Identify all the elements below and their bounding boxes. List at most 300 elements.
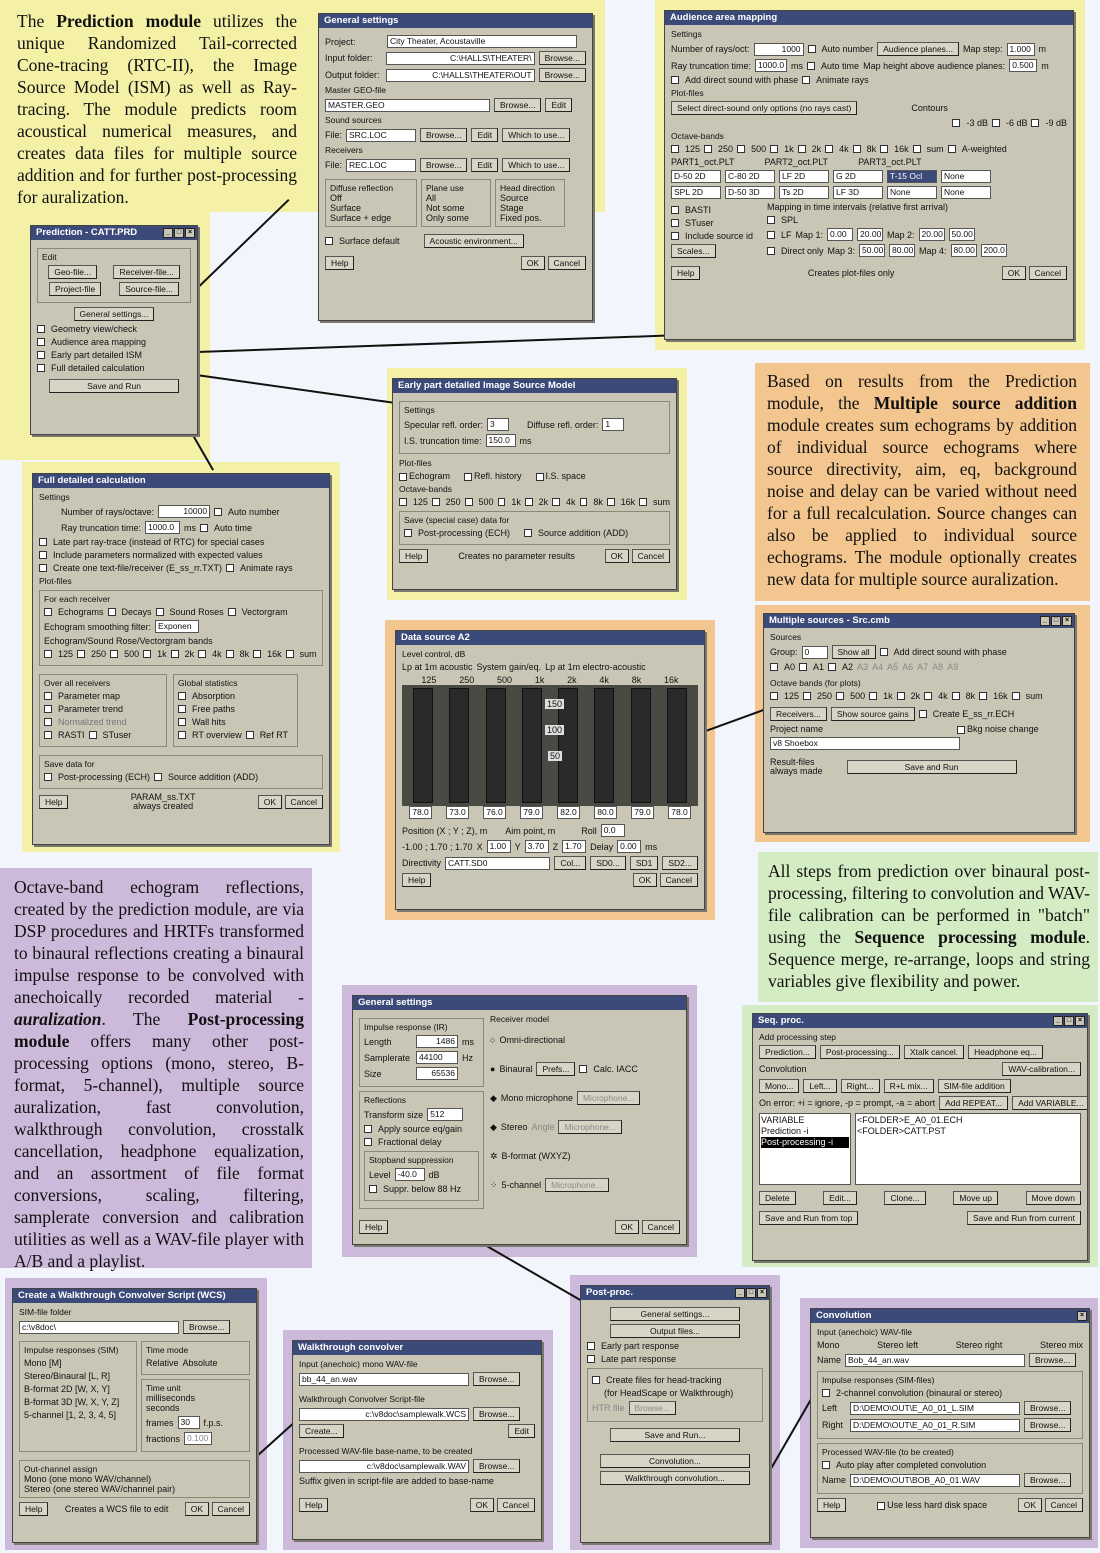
maximize-icon[interactable]: □ (1064, 1016, 1074, 1026)
checkbox[interactable] (37, 364, 45, 372)
lp-acoustic-radio[interactable]: Lp at 1m acoustic (402, 662, 473, 672)
minimize-icon[interactable]: _ (735, 1288, 745, 1298)
close-icon[interactable]: × (757, 1288, 767, 1298)
checkbox[interactable] (671, 145, 679, 153)
edit-button[interactable]: Edit (471, 128, 498, 142)
edit-button[interactable]: Edit (471, 158, 498, 172)
checkbox[interactable] (580, 498, 588, 506)
select[interactable]: T-15 Ocl (887, 170, 937, 183)
save-run-button[interactable]: Save and Run (847, 760, 1017, 774)
select[interactable]: D-50 2D (671, 170, 721, 183)
checkbox[interactable] (37, 325, 45, 333)
checkbox[interactable] (156, 608, 164, 616)
cancel-button[interactable]: Cancel (285, 795, 323, 809)
processed-field[interactable]: c:\v8doc\samplewalk.WAV (299, 1460, 469, 1473)
level-value[interactable]: 73.0 (446, 806, 469, 819)
save-run-button[interactable]: Save and Run (49, 379, 179, 393)
mono-button[interactable]: Mono... (759, 1079, 799, 1093)
checkbox[interactable] (992, 119, 1000, 127)
help-button[interactable]: Help (325, 256, 354, 270)
checkbox[interactable] (767, 216, 775, 224)
help-button[interactable]: Help (299, 1498, 328, 1512)
checkbox[interactable] (246, 731, 254, 739)
out-mono-radio[interactable]: Mono (one mono WAV/channel) (24, 1474, 152, 1484)
browse-button[interactable]: Browse... (1029, 1353, 1076, 1367)
headphone-eq-button[interactable]: Headphone eq... (968, 1045, 1043, 1059)
proc-field[interactable]: D:\DEMO\OUT\BOB_A0_01.WAV (850, 1474, 1020, 1487)
xtalk-button[interactable]: Xtalk cancel. (904, 1045, 964, 1059)
close-icon[interactable]: × (1077, 1311, 1087, 1321)
list-item[interactable]: VARIABLE (761, 1115, 805, 1125)
checkbox[interactable] (880, 648, 888, 656)
right-field[interactable]: D:\DEMO\OUT\E_A0_01_R.SIM (850, 1419, 1020, 1432)
checkbox[interactable] (552, 498, 560, 506)
smooth-select[interactable]: Exponen (155, 620, 199, 633)
close-icon[interactable]: × (185, 228, 195, 238)
mono-radio[interactable]: Mono (817, 1340, 840, 1350)
general-settings-button[interactable]: General settings... (74, 307, 155, 321)
spec-field[interactable]: 3 (487, 418, 509, 431)
edit-button[interactable]: Edit... (823, 1191, 857, 1205)
checkbox[interactable] (143, 650, 151, 658)
clone-button[interactable]: Clone... (884, 1191, 925, 1205)
browse-button[interactable]: Browse... (473, 1459, 520, 1473)
checkbox[interactable] (37, 338, 45, 346)
select[interactable]: None (887, 186, 937, 199)
browse-button[interactable]: Browse... (494, 98, 541, 112)
radio-fixed[interactable]: Fixed pos. (500, 213, 542, 223)
checkbox[interactable] (853, 145, 861, 153)
browse-button[interactable]: Browse... (473, 1372, 520, 1386)
select[interactable]: None (941, 170, 991, 183)
level-value[interactable]: 80.0 (594, 806, 617, 819)
checkbox[interactable] (877, 1502, 885, 1510)
checkbox[interactable] (607, 498, 615, 506)
checkbox[interactable] (369, 1185, 377, 1193)
output-folder-field[interactable]: C:\HALLS\THEATER\OUT (386, 69, 534, 82)
five-radio[interactable]: 5-channel [1, 2, 3, 4, 5] (24, 1410, 117, 1420)
mic-button[interactable]: Microphone... (545, 1178, 609, 1192)
cancel-button[interactable]: Cancel (1029, 266, 1067, 280)
level-value[interactable]: 79.0 (520, 806, 543, 819)
maximize-icon[interactable]: □ (174, 228, 184, 238)
map3-b[interactable]: 80.00 (889, 244, 915, 257)
cancel-button[interactable]: Cancel (660, 873, 698, 887)
select[interactable]: D-50 3D (725, 186, 775, 199)
checkbox[interactable] (154, 773, 162, 781)
checkbox[interactable] (399, 498, 407, 506)
post-processing-button[interactable]: Post-processing... (820, 1045, 900, 1059)
checkbox[interactable] (286, 650, 294, 658)
right-button[interactable]: Right... (841, 1079, 880, 1093)
create-button[interactable]: Create... (299, 1424, 344, 1438)
out-stereo-radio[interactable]: Stereo (one stereo WAV/channel pair) (24, 1484, 176, 1494)
ok-button[interactable]: OK (258, 795, 282, 809)
trunc-field[interactable]: 1000.0 (145, 521, 180, 534)
save-run-button[interactable]: Save and Run... (610, 1428, 740, 1442)
scales-button[interactable]: Scales... (671, 244, 716, 258)
prefs-button[interactable]: Prefs... (536, 1062, 575, 1076)
mic-button[interactable]: Microphone... (577, 1091, 641, 1105)
checkbox[interactable] (1031, 119, 1039, 127)
radio-off[interactable]: Off (330, 193, 342, 203)
checkbox[interactable] (1012, 692, 1020, 700)
level-value[interactable]: 76.0 (483, 806, 506, 819)
lp-electro-radio[interactable]: Lp at 1m electro-acoustic (545, 662, 646, 672)
close-icon[interactable]: × (1075, 1016, 1085, 1026)
checkbox[interactable] (524, 529, 532, 537)
input-folder-field[interactable]: C:\HALLS\THEATER\ (386, 52, 534, 65)
sim-addition-button[interactable]: SIM-file addition (938, 1079, 1011, 1093)
eq-slider[interactable] (522, 688, 542, 803)
map3-a[interactable]: 50.00 (859, 244, 885, 257)
omni-radio[interactable]: Omni-directional (499, 1035, 565, 1045)
roll-field[interactable]: 0.0 (601, 824, 625, 837)
stereo-right-radio[interactable]: Stereo right (955, 1340, 1003, 1350)
eq-slider[interactable] (667, 688, 687, 803)
relative-radio[interactable]: Relative (146, 1358, 179, 1368)
checkbox[interactable] (704, 145, 712, 153)
cancel-button[interactable]: Cancel (642, 1220, 680, 1234)
checkbox[interactable] (89, 731, 97, 739)
checkbox[interactable] (880, 145, 888, 153)
bformat2d-radio[interactable]: B-format 2D [W, X, Y] (24, 1384, 110, 1394)
move-down-button[interactable]: Move down (1026, 1191, 1081, 1205)
checkbox[interactable] (178, 692, 186, 700)
checkbox[interactable] (822, 1461, 830, 1469)
checkbox[interactable] (498, 498, 506, 506)
wav-calibration-button[interactable]: WAV-calibration... (1002, 1062, 1081, 1076)
eq-slider[interactable] (631, 688, 651, 803)
rl-mix-button[interactable]: R+L mix... (884, 1079, 934, 1093)
general-settings-button[interactable]: General settings... (610, 1307, 740, 1321)
ok-button[interactable]: OK (470, 1498, 494, 1512)
checkbox[interactable] (869, 692, 877, 700)
map2-a[interactable]: 20.00 (919, 228, 945, 241)
checkbox[interactable] (39, 564, 47, 572)
rec-field[interactable]: REC.LOC (346, 159, 416, 172)
radio-all[interactable]: All (426, 193, 437, 203)
bformat-radio[interactable]: B-format (WXYZ) (501, 1151, 571, 1161)
browse-button[interactable]: Browse... (1024, 1418, 1071, 1432)
checkbox[interactable] (432, 498, 440, 506)
diff-field[interactable]: 1 (602, 418, 624, 431)
map4-a[interactable]: 80.00 (951, 244, 977, 257)
select-direct-button[interactable]: Select direct-sound only options (no rays cast) (671, 101, 857, 115)
aim-x[interactable]: 1.00 (487, 840, 511, 853)
checkbox[interactable] (44, 692, 52, 700)
input-wav-field[interactable]: bb_44_an.wav (299, 1373, 469, 1386)
receiver-file-button[interactable]: Receiver-file... (113, 265, 179, 279)
delete-button[interactable]: Delete (759, 1191, 796, 1205)
eq-slider[interactable] (486, 688, 506, 803)
checkbox[interactable] (200, 524, 208, 532)
sd0-button[interactable]: SD0... (590, 856, 626, 870)
frames-radio[interactable]: frames (146, 1417, 174, 1428)
help-button[interactable]: Help (359, 1220, 388, 1234)
checkbox[interactable] (198, 650, 206, 658)
radio-not-some[interactable]: Not some (426, 203, 465, 213)
checkbox[interactable] (536, 473, 544, 481)
minimize-icon[interactable]: _ (1053, 1016, 1063, 1026)
checkbox[interactable] (924, 692, 932, 700)
dir-field[interactable]: CATT.SD0 (445, 857, 550, 870)
checkbox[interactable] (587, 1342, 595, 1350)
checkbox[interactable] (110, 650, 118, 658)
checkbox[interactable] (767, 247, 775, 255)
sd2-button[interactable]: SD2... (662, 856, 698, 870)
mic-button[interactable]: Microphone... (558, 1120, 622, 1134)
move-up-button[interactable]: Move up (953, 1191, 998, 1205)
script-field[interactable]: c:\v8doc\samplewalk.WCS (299, 1408, 469, 1421)
checkbox[interactable] (808, 45, 816, 53)
delay-field[interactable]: 0.00 (617, 840, 641, 853)
project-name-field[interactable]: v8 Shoebox (770, 737, 960, 750)
checkbox[interactable] (825, 145, 833, 153)
is-field[interactable]: 150.0 (486, 434, 516, 447)
checkbox[interactable] (803, 692, 811, 700)
checkbox[interactable] (587, 1355, 595, 1363)
checkbox[interactable] (44, 608, 52, 616)
checkbox[interactable] (952, 119, 960, 127)
eq-slider[interactable] (594, 688, 614, 803)
minimize-icon[interactable]: _ (1040, 616, 1050, 626)
rays-field[interactable]: 10000 (158, 505, 210, 518)
level-value[interactable]: 79.0 (631, 806, 654, 819)
checkbox[interactable] (579, 1065, 587, 1073)
checkbox[interactable] (228, 608, 236, 616)
checkbox[interactable] (897, 692, 905, 700)
checkbox[interactable] (957, 726, 965, 734)
aim-z[interactable]: 1.70 (562, 840, 586, 853)
checkbox[interactable] (737, 145, 745, 153)
select[interactable]: C-80 2D (725, 170, 775, 183)
checkbox[interactable] (952, 692, 960, 700)
radio-source[interactable]: Source (500, 193, 529, 203)
checkbox[interactable] (671, 232, 679, 240)
list-item[interactable]: Post-processing -i (761, 1137, 849, 1148)
radio-only-some[interactable]: Only some (426, 213, 470, 223)
maximize-icon[interactable]: □ (1051, 616, 1061, 626)
project-file-button[interactable]: Project-file (49, 282, 101, 296)
ok-button[interactable]: OK (1018, 1498, 1042, 1512)
minimize-icon[interactable]: _ (163, 228, 173, 238)
five-radio[interactable]: 5-channel (501, 1180, 542, 1190)
eq-slider[interactable] (449, 688, 469, 803)
mono-radio[interactable]: Mono [M] (24, 1358, 62, 1368)
add-repeat-button[interactable]: Add REPEAT... (939, 1096, 1008, 1110)
add-variable-button[interactable]: Add VARIABLE... (1012, 1096, 1088, 1110)
checkbox[interactable] (171, 650, 179, 658)
cancel-button[interactable]: Cancel (632, 549, 670, 563)
checkbox[interactable] (44, 650, 52, 658)
checkbox[interactable] (108, 608, 116, 616)
run-current-button[interactable]: Save and Run from current (967, 1211, 1081, 1225)
frames-field[interactable]: 30 (178, 1416, 200, 1429)
checkbox[interactable] (807, 62, 815, 70)
checkbox[interactable] (828, 663, 836, 671)
checkbox[interactable] (77, 650, 85, 658)
browse-button[interactable]: Browse... (539, 51, 586, 65)
mapstep-field[interactable]: 1.000 (1007, 43, 1035, 56)
acoustic-button[interactable]: Acoustic environment... (424, 234, 524, 248)
aim-y[interactable]: 3.70 (525, 840, 549, 853)
radio-surface-edge[interactable]: Surface + edge (330, 213, 392, 223)
which-button[interactable]: Which to use... (502, 128, 570, 142)
checkbox[interactable] (767, 231, 775, 239)
edit-button[interactable]: Edit (545, 98, 572, 112)
eq-slider[interactable] (413, 688, 433, 803)
checkbox[interactable] (44, 773, 52, 781)
help-button[interactable]: Help (671, 266, 700, 280)
browse-button[interactable]: Browse... (1024, 1473, 1071, 1487)
ok-button[interactable]: OK (605, 549, 629, 563)
checkbox[interactable] (798, 145, 806, 153)
maximize-icon[interactable]: □ (746, 1288, 756, 1298)
ok-button[interactable]: OK (521, 256, 545, 270)
rays-field[interactable]: 1000 (754, 43, 804, 56)
select[interactable]: None (941, 186, 991, 199)
ok-button[interactable]: OK (615, 1220, 639, 1234)
checkbox[interactable] (770, 145, 778, 153)
level-value[interactable]: 78.0 (668, 806, 691, 819)
sd1-button[interactable]: SD1 (630, 856, 659, 870)
checkbox[interactable] (671, 76, 679, 84)
step-list[interactable] (759, 1113, 851, 1185)
audience-planes-button[interactable]: Audience planes... (877, 42, 959, 56)
radio-stage[interactable]: Stage (500, 203, 524, 213)
checkbox[interactable] (799, 663, 807, 671)
cancel-button[interactable]: Cancel (497, 1498, 535, 1512)
browse-button[interactable]: Browse... (629, 1401, 676, 1415)
checkbox[interactable] (364, 1138, 372, 1146)
checkbox[interactable] (178, 731, 186, 739)
checkbox[interactable] (770, 663, 778, 671)
stereo-radio[interactable]: Stereo/Binaural [L, R] (24, 1371, 111, 1381)
checkbox[interactable] (671, 206, 679, 214)
lvl-field[interactable]: -40.0 (395, 1168, 425, 1181)
select[interactable]: Ts 2D (779, 186, 829, 199)
stereo-mix-radio[interactable]: Stereo mix (1039, 1340, 1083, 1350)
tr-select[interactable]: 512 (427, 1108, 463, 1121)
checkbox[interactable] (671, 219, 679, 227)
checkbox[interactable] (364, 1125, 372, 1133)
group-select[interactable]: 0 (802, 646, 828, 659)
stereo-radio[interactable]: Stereo (500, 1122, 528, 1132)
help-button[interactable]: Help (402, 873, 431, 887)
checkbox[interactable] (39, 551, 47, 559)
checkbox[interactable] (802, 76, 810, 84)
mono-radio[interactable]: Mono microphone (500, 1093, 573, 1103)
binaural-radio[interactable]: Binaural (499, 1064, 533, 1074)
list-item[interactable]: Prediction -i (761, 1126, 809, 1136)
prediction-button[interactable]: Prediction... (759, 1045, 816, 1059)
fractions-field[interactable]: 0.100 (184, 1432, 212, 1445)
cancel-button[interactable]: Cancel (548, 256, 586, 270)
checkbox[interactable] (465, 498, 473, 506)
checkbox[interactable] (44, 705, 52, 713)
output-files-button[interactable]: Output files... (610, 1324, 740, 1338)
ok-button[interactable]: OK (1002, 266, 1026, 280)
checkbox[interactable] (44, 731, 52, 739)
map1-b[interactable]: 20.00 (857, 228, 883, 241)
fractions-radio[interactable]: fractions (146, 1433, 181, 1444)
radio-surface[interactable]: Surface (330, 203, 362, 213)
checkbox[interactable] (226, 650, 234, 658)
checkbox[interactable] (178, 718, 186, 726)
cancel-button[interactable]: Cancel (1045, 1498, 1083, 1512)
trunc-field[interactable]: 1000.0 (755, 59, 787, 72)
checkbox[interactable] (592, 1376, 600, 1384)
s-radio[interactable]: seconds (146, 1403, 180, 1413)
height-field[interactable]: 0.500 (1009, 59, 1037, 72)
help-button[interactable]: Help (399, 549, 428, 563)
select[interactable]: G 2D (833, 170, 883, 183)
absolute-radio[interactable]: Absolute (182, 1358, 218, 1368)
select[interactable]: LF 2D (779, 170, 829, 183)
checkbox[interactable] (836, 692, 844, 700)
map2-b[interactable]: 50.00 (949, 228, 975, 241)
close-icon[interactable]: × (1062, 616, 1072, 626)
which-button[interactable]: Which to use... (502, 158, 570, 172)
checkbox[interactable] (979, 692, 987, 700)
walkthrough-button[interactable]: Walkthrough convolution... (600, 1471, 750, 1485)
left-button[interactable]: Left... (803, 1079, 836, 1093)
checkbox[interactable] (214, 508, 222, 516)
sim-field[interactable]: c:\v8doc\ (19, 1321, 179, 1334)
checkbox[interactable] (948, 145, 956, 153)
browse-button[interactable]: Browse... (473, 1407, 520, 1421)
browse-button[interactable]: Browse... (420, 128, 467, 142)
edit-button[interactable]: Edit (508, 1424, 535, 1438)
checkbox[interactable] (464, 473, 472, 481)
browse-button[interactable]: Browse... (1024, 1401, 1071, 1415)
checkbox[interactable] (226, 564, 234, 572)
ok-button[interactable]: OK (185, 1502, 209, 1516)
show-source-gains-button[interactable]: Show source gains (831, 707, 915, 721)
ms-radio[interactable]: milliseconds (146, 1393, 196, 1403)
help-button[interactable]: Help (39, 795, 68, 809)
checkbox[interactable] (44, 718, 52, 726)
len-field[interactable]: 1486 (416, 1035, 458, 1048)
checkbox[interactable] (253, 650, 261, 658)
help-button[interactable]: Help (19, 1502, 48, 1516)
level-value[interactable]: 82.0 (557, 806, 580, 819)
cancel-button[interactable]: Cancel (212, 1502, 250, 1516)
ok-button[interactable]: OK (633, 873, 657, 887)
convolution-button[interactable]: Convolution... (600, 1454, 750, 1468)
geo-field[interactable]: MASTER.GEO (325, 99, 490, 112)
col-button[interactable]: Col... (554, 856, 586, 870)
checkbox[interactable] (37, 351, 45, 359)
step-detail[interactable] (855, 1113, 1081, 1185)
system-gain-radio[interactable]: System gain/eq. (476, 662, 542, 672)
browse-button[interactable]: Browse... (183, 1320, 230, 1334)
checkbox[interactable] (913, 145, 921, 153)
checkbox[interactable] (404, 529, 412, 537)
input-name-field[interactable]: Bob_44_an.wav (845, 1354, 1025, 1367)
checkbox[interactable] (822, 1389, 830, 1397)
source-file-button[interactable]: Source-file... (119, 282, 179, 296)
receivers-button[interactable]: Receivers... (770, 707, 827, 721)
browse-button[interactable]: Browse... (420, 158, 467, 172)
checkbox[interactable] (770, 692, 778, 700)
project-field[interactable]: City Theater, Acoustaville (387, 35, 577, 48)
show-all-button[interactable]: Show all (832, 645, 876, 659)
stereo-left-radio[interactable]: Stereo left (877, 1340, 919, 1350)
checkbox[interactable] (39, 538, 47, 546)
select[interactable]: SPL 2D (671, 186, 721, 199)
